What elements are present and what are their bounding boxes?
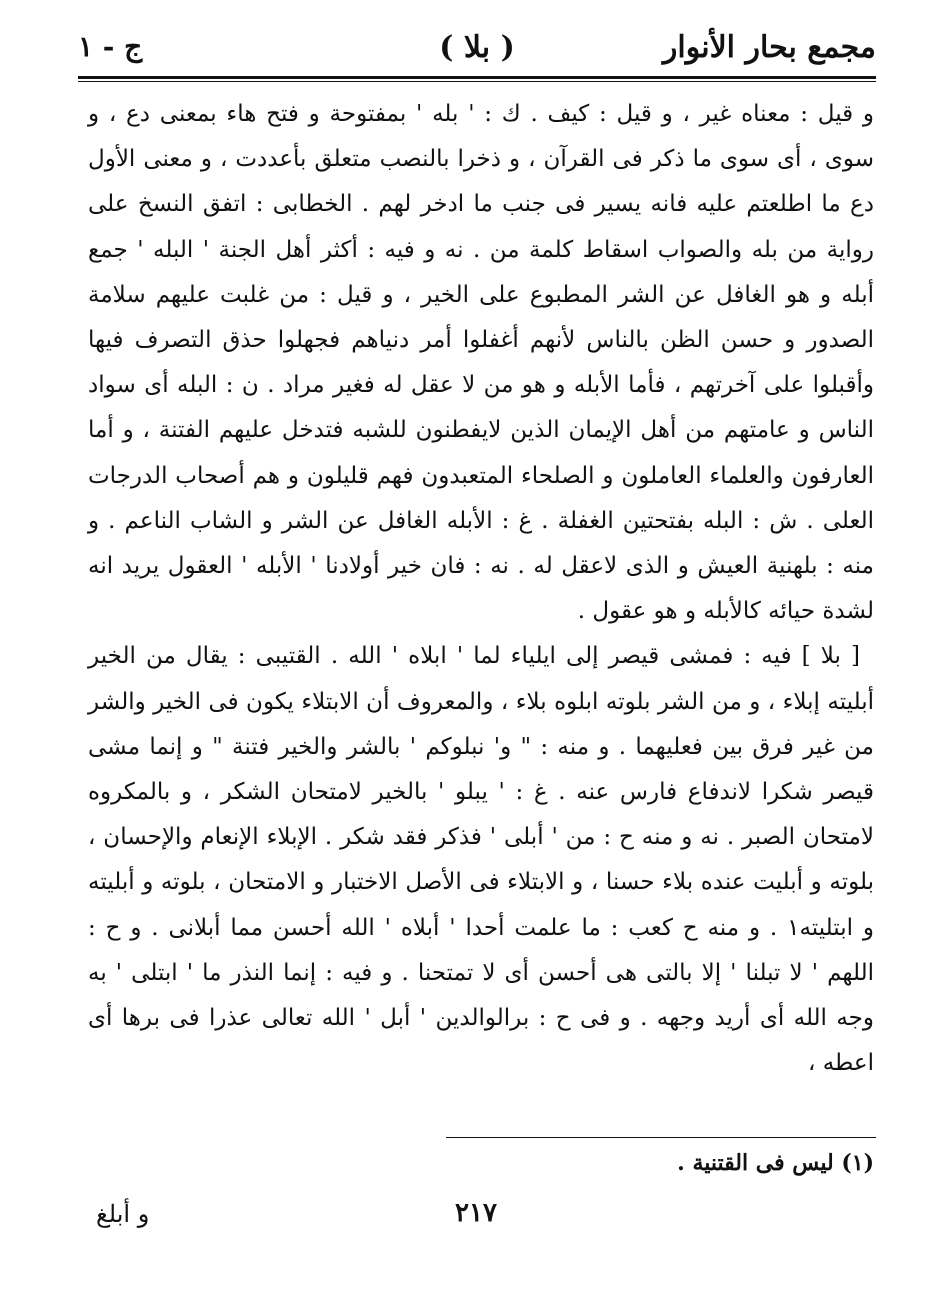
catchword: و أبلغ xyxy=(96,1200,150,1228)
book-title: مجمع بحار الأنوار xyxy=(662,30,876,65)
paragraph-bala-bih: و قيل : معناه غير ، و قيل : كيف . ك : ' بله ' بمفتوحة و فتح هاء بمعنى دع ، و سوى ، أى سوى ما ذكر فى القرآن ، و ذخرا بالنصب متعلق بأعددت ، و معنى الأول دع ما اطلعتم عليه فانه يسير فى جنب ما ادخر لهم . الخطابى : اتفق النسخ على رواية من بله والصواب اسقاط كلمة من . نه و فيه : أكثر أهل الجنة ' البله ' جمع أبله و هو الغافل عن الشر المطبوع على الخير ، و قيل : من غلبت عليهم سلامة الصدور و حسن الظن بالناس لأنهم أغفلوا أمر دنياهم فجهلوا حذق التصرف فيها وأقبلوا على آخرتهم ، فأما الأبله و هو من لا عقل له فغير مراد . ن : البله أى سواد الناس و عامتهم من أهل الإيمان الذين لايفطنون للشبه فتدخل عليهم الفتنة ، و أما العارفون والعلماء العاملون و الصلحاء المتعبدون فهم قليلون و هم أصحاب الدرجات العلى . ش : البله بفتحتين الغفلة . غ : الأبله الغافل عن الشر و الشاب الناعم . و منه : بلهنية العيش و الذى لاعقل له . نه : فان خير أولادنا ' الأبله ' العقول يريد انه لشدة حيائه كالأبله و هو عقول . xyxy=(88,101,874,625)
paragraph-bala: [ بلا ] فيه : فمشى قيصر إلى ايلياء لما ' ابلاه ' الله . القتيبى : يقال من الخير أبليته إبلاء ، و من الشر بلوته ابلوه بلاء ، والمعروف أن الابتلاء يكون فى الخير والشر من غير فرق بين فعليهما . و منه : " و' نبلوكم ' بالشر والخير فتنة " و إنما مشى قيصر شكرا لاندفاع فارس عنه . غ : ' يبلو ' بالخير لامتحان الشكر ، و بالمكروه لامتحان الصبر . نه و منه ح : من ' أبلى ' فذكر فقد شكر . الإبلاء الإنعام والإحسان ، بلوته و أبليت عنده بلاء حسنا ، و الابتلاء فى الأصل الاختبار و الامتحان ، بلوته و أبليته و ابتليته١ . و منه ح كعب : ما علمت أحدا ' أبلاه ' الله أحسن مما أبلانى . و ح : اللهم ' لا تبلنا ' إلا بالتى هى أحسن أى لا تمتحنا . و فيه : إنما النذر ما ' ابتلى ' به وجه الله أى أريد وجهه . و فى ح : برالوالدين ' أبل ' الله تعالى عذرا فى برها أى اعطه ، xyxy=(88,643,875,1077)
volume-number: ج - ١ xyxy=(78,30,143,63)
header-rule-thin xyxy=(78,81,876,82)
footnote-separator xyxy=(446,1137,876,1138)
entry-heading: ( بلا ) xyxy=(439,30,515,65)
running-header xyxy=(78,26,876,70)
main-text xyxy=(88,92,874,1086)
footnote: (١) ليس فى القتنية . xyxy=(677,1150,874,1176)
page-number: ٢١٧ xyxy=(455,1198,497,1228)
header-rule-thick xyxy=(78,76,876,79)
